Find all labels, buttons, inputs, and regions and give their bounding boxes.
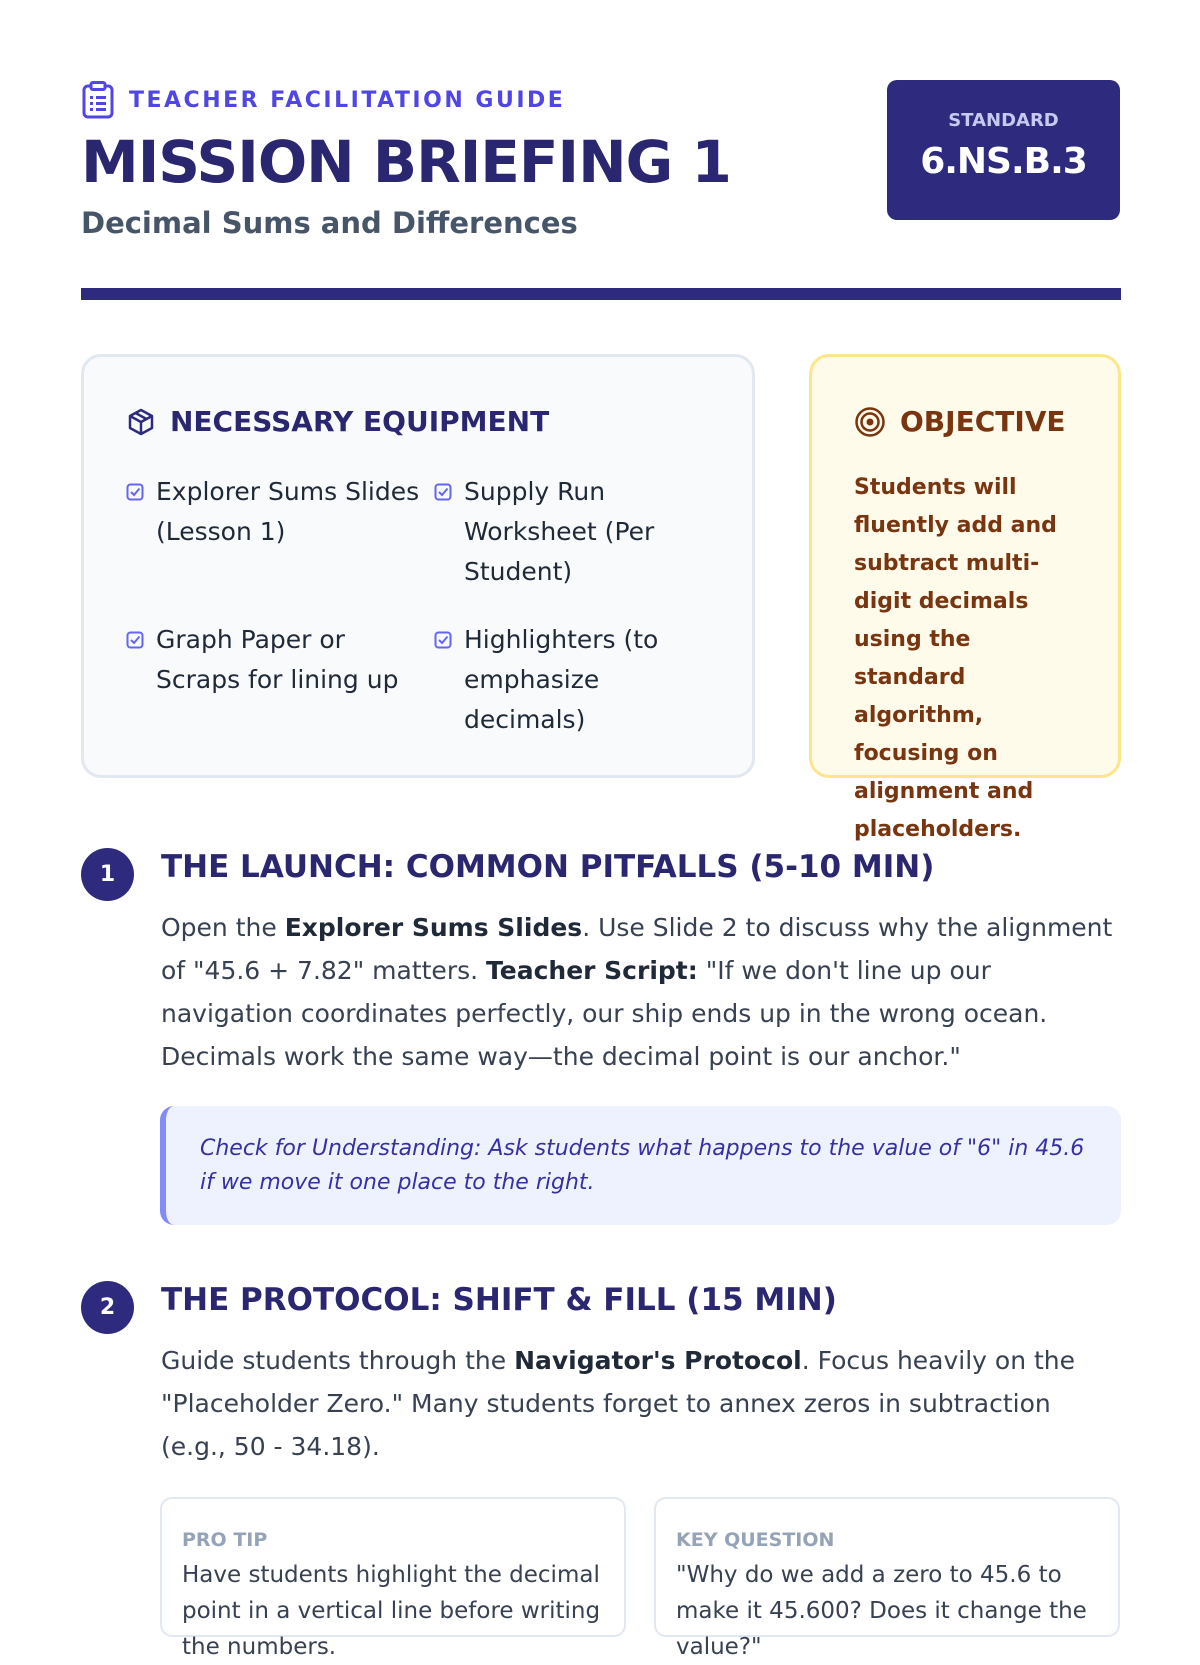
objective-card [809,354,1121,842]
step-body [161,1339,1121,1468]
objective-heading: OBJECTIVE [900,405,1066,438]
clipboard-icon [81,81,115,119]
step-text: Open the [161,913,285,942]
step-title: THE PROTOCOL: SHIFT & FILL (15 MIN) [161,1282,837,1318]
step-text: . Use Slide 2 to discuss why the alignment of "45.6 + 7.82" matters. [161,913,1113,985]
equipment-item [126,472,434,592]
check-for-understanding-callout [160,1106,1121,1225]
step-number-badge: 1 [81,848,134,901]
equipment-item [434,620,686,740]
equipment-item-label: Supply Run Worksheet (Per Student) [464,477,655,586]
objective-text: Students will fluently add and subtract multi-digit decimals using the standard algorithm, focusing on alignment and placeholders. [854,475,1057,842]
standard-label: STANDARD [948,110,1059,131]
pro-tip-label: PRO TIP [182,1529,268,1551]
step-body [161,906,1121,1078]
equipment-heading: NECESSARY EQUIPMENT [170,405,550,438]
checkbox-icon [434,631,452,649]
equipment-item-label: Graph Paper or Scraps for lining up [156,625,399,694]
pro-tip-text: Have students highlight the decimal point in a vertical line before writing the numbers. [182,1562,601,1660]
key-question-card [654,1497,1120,1660]
step-number-badge: 2 [81,1281,134,1334]
equipment-item [126,620,434,740]
equipment-header [126,405,549,438]
step-text: "If we don't line up our navigation coordinates perfectly, our ship ends up in the wrong ocean. Decimals work the same way—the decimal point is our anchor." [161,956,1048,1071]
equipment-item [434,472,686,592]
objective-header [854,405,1066,438]
step-emphasis: Explorer Sums Slides [284,913,583,942]
step-emphasis: Teacher Script: [486,956,698,985]
box-icon [126,407,156,437]
page-title: MISSION BRIEFING 1 [81,128,731,196]
equipment-card [81,354,755,778]
checkbox-icon [434,483,452,501]
equipment-item-label: Highlighters (to emphasize decimals) [464,625,659,734]
callout-text: Check for Understanding: Ask students what happens to the value of "6" in 45.6 if we move it one place to the right. [200,1136,1085,1195]
page-subtitle: Decimal Sums and Differences [81,206,578,240]
checkbox-icon [126,631,144,649]
standard-badge [887,80,1120,220]
key-question-label: KEY QUESTION [676,1529,835,1551]
step-emphasis: Navigator's Protocol [514,1346,802,1375]
checkbox-icon [126,483,144,501]
step-text: Guide students through the [161,1346,515,1375]
equipment-list [126,472,686,740]
pro-tip-card [160,1497,626,1660]
key-question-text: "Why do we add a zero to 45.6 to make it 45.600? Does it change the value?" [676,1562,1087,1660]
header-divider [81,288,1121,300]
eyebrow-label: TEACHER FACILITATION GUIDE [129,87,566,113]
equipment-item-label: Explorer Sums Slides (Lesson 1) [156,477,420,546]
standard-value: 6.NS.B.3 [920,141,1087,182]
target-icon [854,406,886,438]
step-title: THE LAUNCH: COMMON PITFALLS (5-10 MIN) [161,849,935,885]
step-text: . Focus heavily on the "Placeholder Zero." Many students forget to annex zeros in subtraction (e.g., 50 - 34.18). [161,1346,1076,1461]
